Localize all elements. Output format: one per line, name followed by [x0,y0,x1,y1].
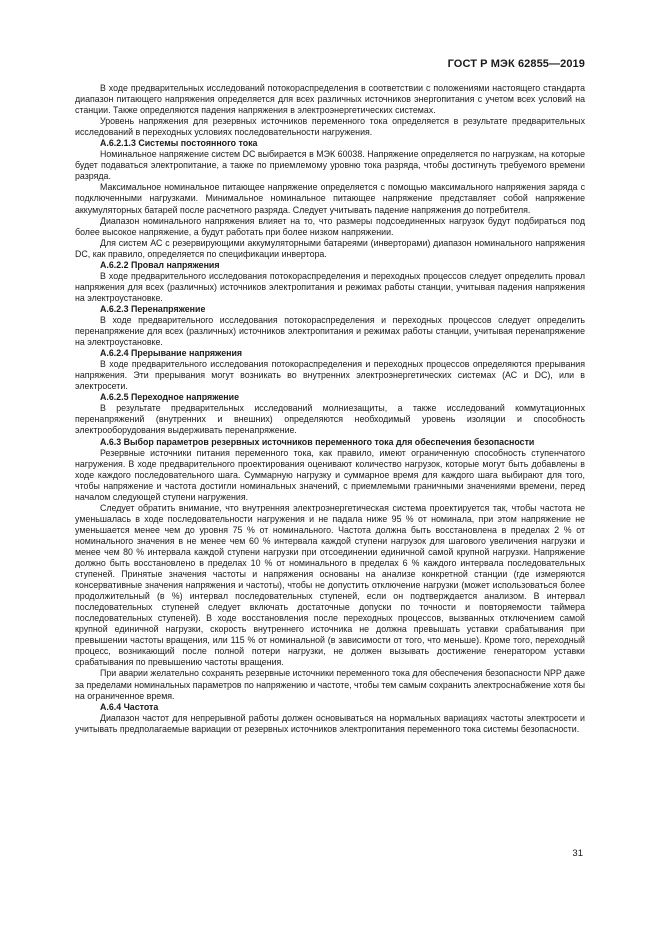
section-heading: А.6.2.1.3 Системы постоянного тока [100,138,258,149]
paragraph: Следует обратить внимание, что внутренняя электроэнергетическая система проектируется так, чтобы частота не уменьшалась в ходе последовательности нагружения и не падала ниже 95 % от номинала, при этом напряжение не уменьшается менее чем до уровня 75 % от номинального. Частота должна быть восстановлена в пределах 2 % от номинального значения в не менее чем 60 % интервала каждой ступени нагрузок для шагового увеличения нагрузки и менее чем 80 % интервала каждой ступени нагрузки при отсоединении единичной самой крупной нагрузки. Напряжение должно быть восстановлено в пределах 10 % от номинального в пределах 6 % каждого интервала последовательных ступеней. Принятые значения частоты и напряжения основаны на анализе конкретной станции (где измеряются консервативные значения напряжения и частоты), чтобы не допустить отключение нагрузки (может использоваться более продолжительный (в %) интервал последовательных ступеней, если он подтверждается анализом. В интервал последовательных ступеней следует включать достаточные допуски по точности и повторяемости таймера последовательных ступеней). В ходе восстановления после переходных процессов, вызванных отключением самой крупной единичной нагрузки, скорость внутреннего источника не должна превышать уставки срабатывания при превышении частоты вращения, или 115 % от номинальной (в зависимости от того, что меньше). Кроме того, переходный процесс, возникающий после полной потери нагрузки, не должен вызывать достижение генератором уставки срабатывания по превышению частоты вращения. [75,502,585,668]
section-heading: А.6.4 Частота [100,701,159,712]
paragraph: Для систем АС с резервирующими аккумуляторными батареями (инверторами) диапазон номинального напряжения DC, как правило, определяется по спецификации инвертора. [75,237,585,259]
section-heading: А.6.2.5 Переходное напряжение [100,392,239,403]
paragraph: Резервные источники питания переменного тока, как правило, имеют ограниченную способность ступенчатого нагружения. В ходе предварительного проектирования оценивают количество нагрузок, которые могут быть добавлены в ходе каждого последовательного шага. Суммарную нагрузку и суммарное время для каждого шага выбирают для того, чтобы напряжение и частота достигли номинальных значений, с приемлемыми граничными значениями времени, перед началом следующей ступени нагружения. [75,447,585,502]
paragraph: Номинальное напряжение систем DC выбирается в МЭК 60038. Напряжение определяется по нагрузкам, на которые будет подаваться электропитание, а также по приемлемому уровню тока разряда, чтобы достигнуть требуемого времени разряда. [75,149,585,182]
page-number: 31 [572,848,583,859]
document-body [75,83,585,735]
paragraph: В ходе предварительного исследования потокораспределения и переходных процессов следует определить провал напряжения для всех (различных) источников электропитания и режимах работы станции, учитывая падения напряжения на электроустановке. [75,270,585,303]
paragraph: В результате предварительных исследований молниезащиты, а также исследований коммутационных перенапряжений (внутренних и внешних) определяются необходимый уровень изоляции и способность электрооборудования выдерживать перенапряжение. [75,403,585,436]
paragraph: Уровень напряжения для резервных источников переменного тока определяется в результате предварительных исследований в переходных условиях последовательности нагружения. [75,116,585,138]
paragraph: Максимальное номинальное питающее напряжение определяется с помощью максимального напряжения заряда с подключенными нагрузками. Минимальное номинальное питающее напряжение представляет собой напряжение аккумуляторных батарей после расчетного разряда. Следует учитывать падение напряжения до потребителя. [75,182,585,215]
paragraph: При аварии желательно сохранять резервные источники переменного тока для обеспечения безопасности NPP даже за пределами номинальных параметров по напряжению и частоте, чтобы тем самым сохранить электроснабжение хотя бы на ограниченное время. [75,668,585,701]
paragraph: В ходе предварительных исследований потокораспределения в соответствии с положениями настоящего стандарта диапазон питающего напряжения определяется для всех различных источников энергопитания с учетом всех условий на станции. Также определяются падения напряжения в электроэнергетических системах. [75,83,585,116]
section-heading: А.6.3 Выбор параметров резервных источников переменного тока для обеспечения безопасности [100,436,535,447]
paragraph: Диапазон частот для непрерывной работы должен основываться на нормальных вариациях частоты электросети и учитывать предполагаемые вариации от резервных источников электропитания переменного тока системы безопасности. [75,712,585,734]
paragraph: В ходе предварительного исследования потокораспределения и переходных процессов следует определить перенапряжение для всех (различных) источников электропитания и режимах работы станции, учитывая перенапряжение на электроустановке. [75,314,585,348]
paragraph: Диапазон номинального напряжения влияет на то, что размеры подсоединенных нагрузок будут подбираться под более высокое напряжение, а будут работать при более низком напряжении. [75,215,585,237]
document-header: ГОСТ Р МЭК 62855—2019 [447,58,585,70]
section-heading: А.6.2.2 Провал напряжения [100,259,220,270]
section-heading: А.6.2.3 Перенапряжение [100,303,206,314]
paragraph: В ходе предварительного исследования потокораспределения и переходных процессов определяются прерывания напряжения. Эти прерывания могут возникать во внутренних электроэнергетических системах (АС и DC), или в электросети. [75,359,585,392]
section-heading: А.6.2.4 Прерывание напряжения [100,348,243,359]
